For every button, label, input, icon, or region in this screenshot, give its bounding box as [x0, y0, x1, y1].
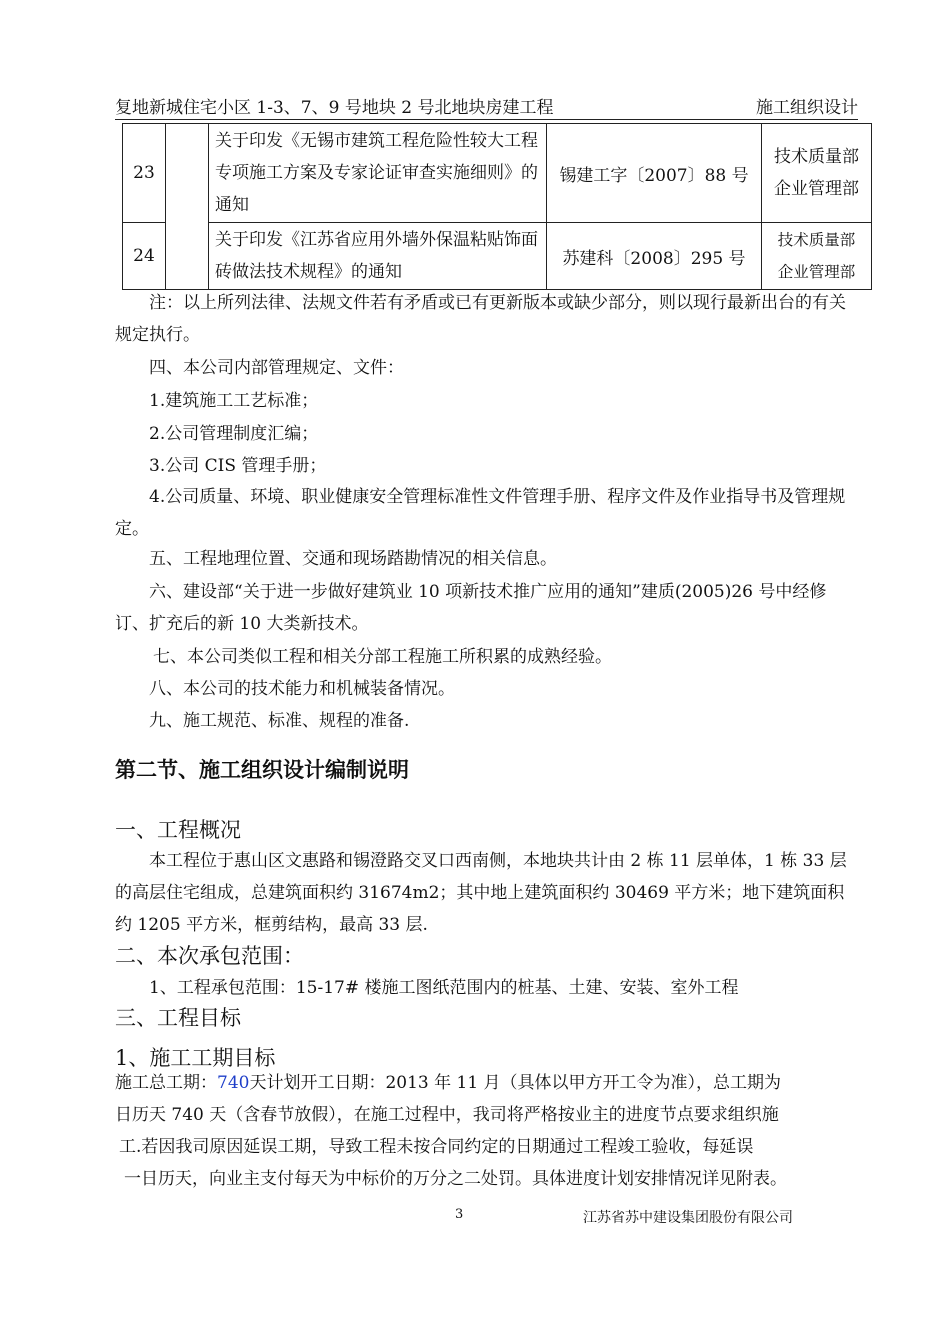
row-number: 24 [123, 223, 166, 290]
regulations-table [122, 123, 872, 290]
category-cell [166, 124, 209, 290]
period-line-1-rest: 天计划开工日期：2013 年 11 月（具体以甲方开工令为准），总工期为 [249, 1073, 782, 1093]
section8-paragraph: 八、本公司的技术能力和机械装备情况。 [149, 679, 455, 699]
footer-company: 江苏省苏中建设集团股份有限公司 [583, 1210, 793, 1226]
doc-code: 苏建科〔2008〕295 号 [547, 223, 762, 290]
period-line-4: 一日历天，向业主支付每天为中标价的万分之二处罚。具体进度计划安排情况详见附表。 [124, 1169, 787, 1189]
header-project-title: 复地新城住宅小区 1-3、7、9 号地块 2 号北地块房建工程 [115, 98, 554, 118]
table-row [123, 124, 872, 223]
overview-paragraph: 本工程位于惠山区文惠路和锡澄路交叉口西南侧，本地块共计由 2 栋 11 层单体，1 栋 33 层的高层住宅组成，总建筑面积约 31674m2；其中地上建筑面积约 30469 平方米；地下建筑面积约 1205 平方米，框剪结构，最高 33 层. [115, 851, 847, 935]
page-header [115, 91, 858, 120]
header-doc-type: 施工组织设计 [756, 98, 858, 118]
chapter-title: 第二节、施工组织设计编制说明 [115, 758, 409, 782]
section4-heading: 四、本公司内部管理规定、文件： [149, 358, 404, 378]
dept-line: 技术质量部 [777, 231, 856, 249]
goal-heading: 三、工程目标 [115, 1006, 241, 1030]
row-number: 23 [123, 124, 166, 223]
scope-paragraph: 1、工程承包范围：15-17# 楼施工图纸范围内的桩基、土建、安装、室外工程 [149, 978, 739, 998]
list-item: 2.公司管理制度汇编； [149, 424, 319, 444]
dept-line: 技术质量部 [774, 147, 859, 167]
table-row [123, 223, 872, 290]
period-line-3: 工.若因我司原因延误工期，导致工程未按合同约定的日期通过工程竣工验收，每延误 [119, 1137, 754, 1157]
section5-paragraph: 五、工程地理位置、交通和现场踏勘情况的相关信息。 [149, 549, 557, 569]
overview-heading: 一、工程概况 [115, 818, 241, 842]
doc-title: 关于印发《无锡市建筑工程危险性较大工程专项施工方案及专家论证审查实施细则》的通知 [209, 124, 547, 223]
list-item: 3.公司 CIS 管理手册； [149, 456, 327, 476]
period-line-2: 日历天 740 天（含春节放假），在施工过程中，我司将严格按业主的进度节点要求组织施 [115, 1105, 779, 1125]
period-line-1 [115, 1067, 860, 1099]
list-item: 1.建筑施工工艺标准； [149, 391, 319, 411]
list-item: 4.公司质量、环境、职业健康安全管理标准性文件管理手册、程序文件及作业指导书及管理规定。 [115, 487, 846, 539]
section6-paragraph: 六、建设部“关于进一步做好建筑业 10 项新技术推广应用的通知”建质(2005)26 号中经修订、扩充后的新 10 大类新技术。 [115, 582, 827, 634]
dept-line: 企业管理部 [774, 179, 859, 199]
doc-code: 锡建工字〔2007〕88 号 [547, 124, 762, 223]
section9-paragraph: 九、施工规范、标准、规程的准备. [149, 711, 410, 731]
dept-cell [762, 223, 872, 290]
dept-cell [762, 124, 872, 223]
period-heading: 1、施工工期目标 [115, 1046, 276, 1070]
section7-paragraph: 七、本公司类似工程和相关分部工程施工所积累的成熟经验。 [153, 647, 612, 667]
scope-heading: 二、本次承包范围： [115, 944, 304, 968]
page-number: 3 [455, 1207, 464, 1222]
period-prefix: 施工总工期： [115, 1073, 217, 1093]
doc-title: 关于印发《江苏省应用外墙外保温粘贴饰面砖做法技术规程》的通知 [209, 223, 547, 290]
dept-line: 企业管理部 [777, 263, 856, 281]
period-days: 740 [217, 1073, 250, 1093]
note-paragraph: 注：以上所列法律、法规文件若有矛盾或已有更新版本或缺少部分，则以现行最新出台的有关规定执行。 [115, 293, 846, 345]
